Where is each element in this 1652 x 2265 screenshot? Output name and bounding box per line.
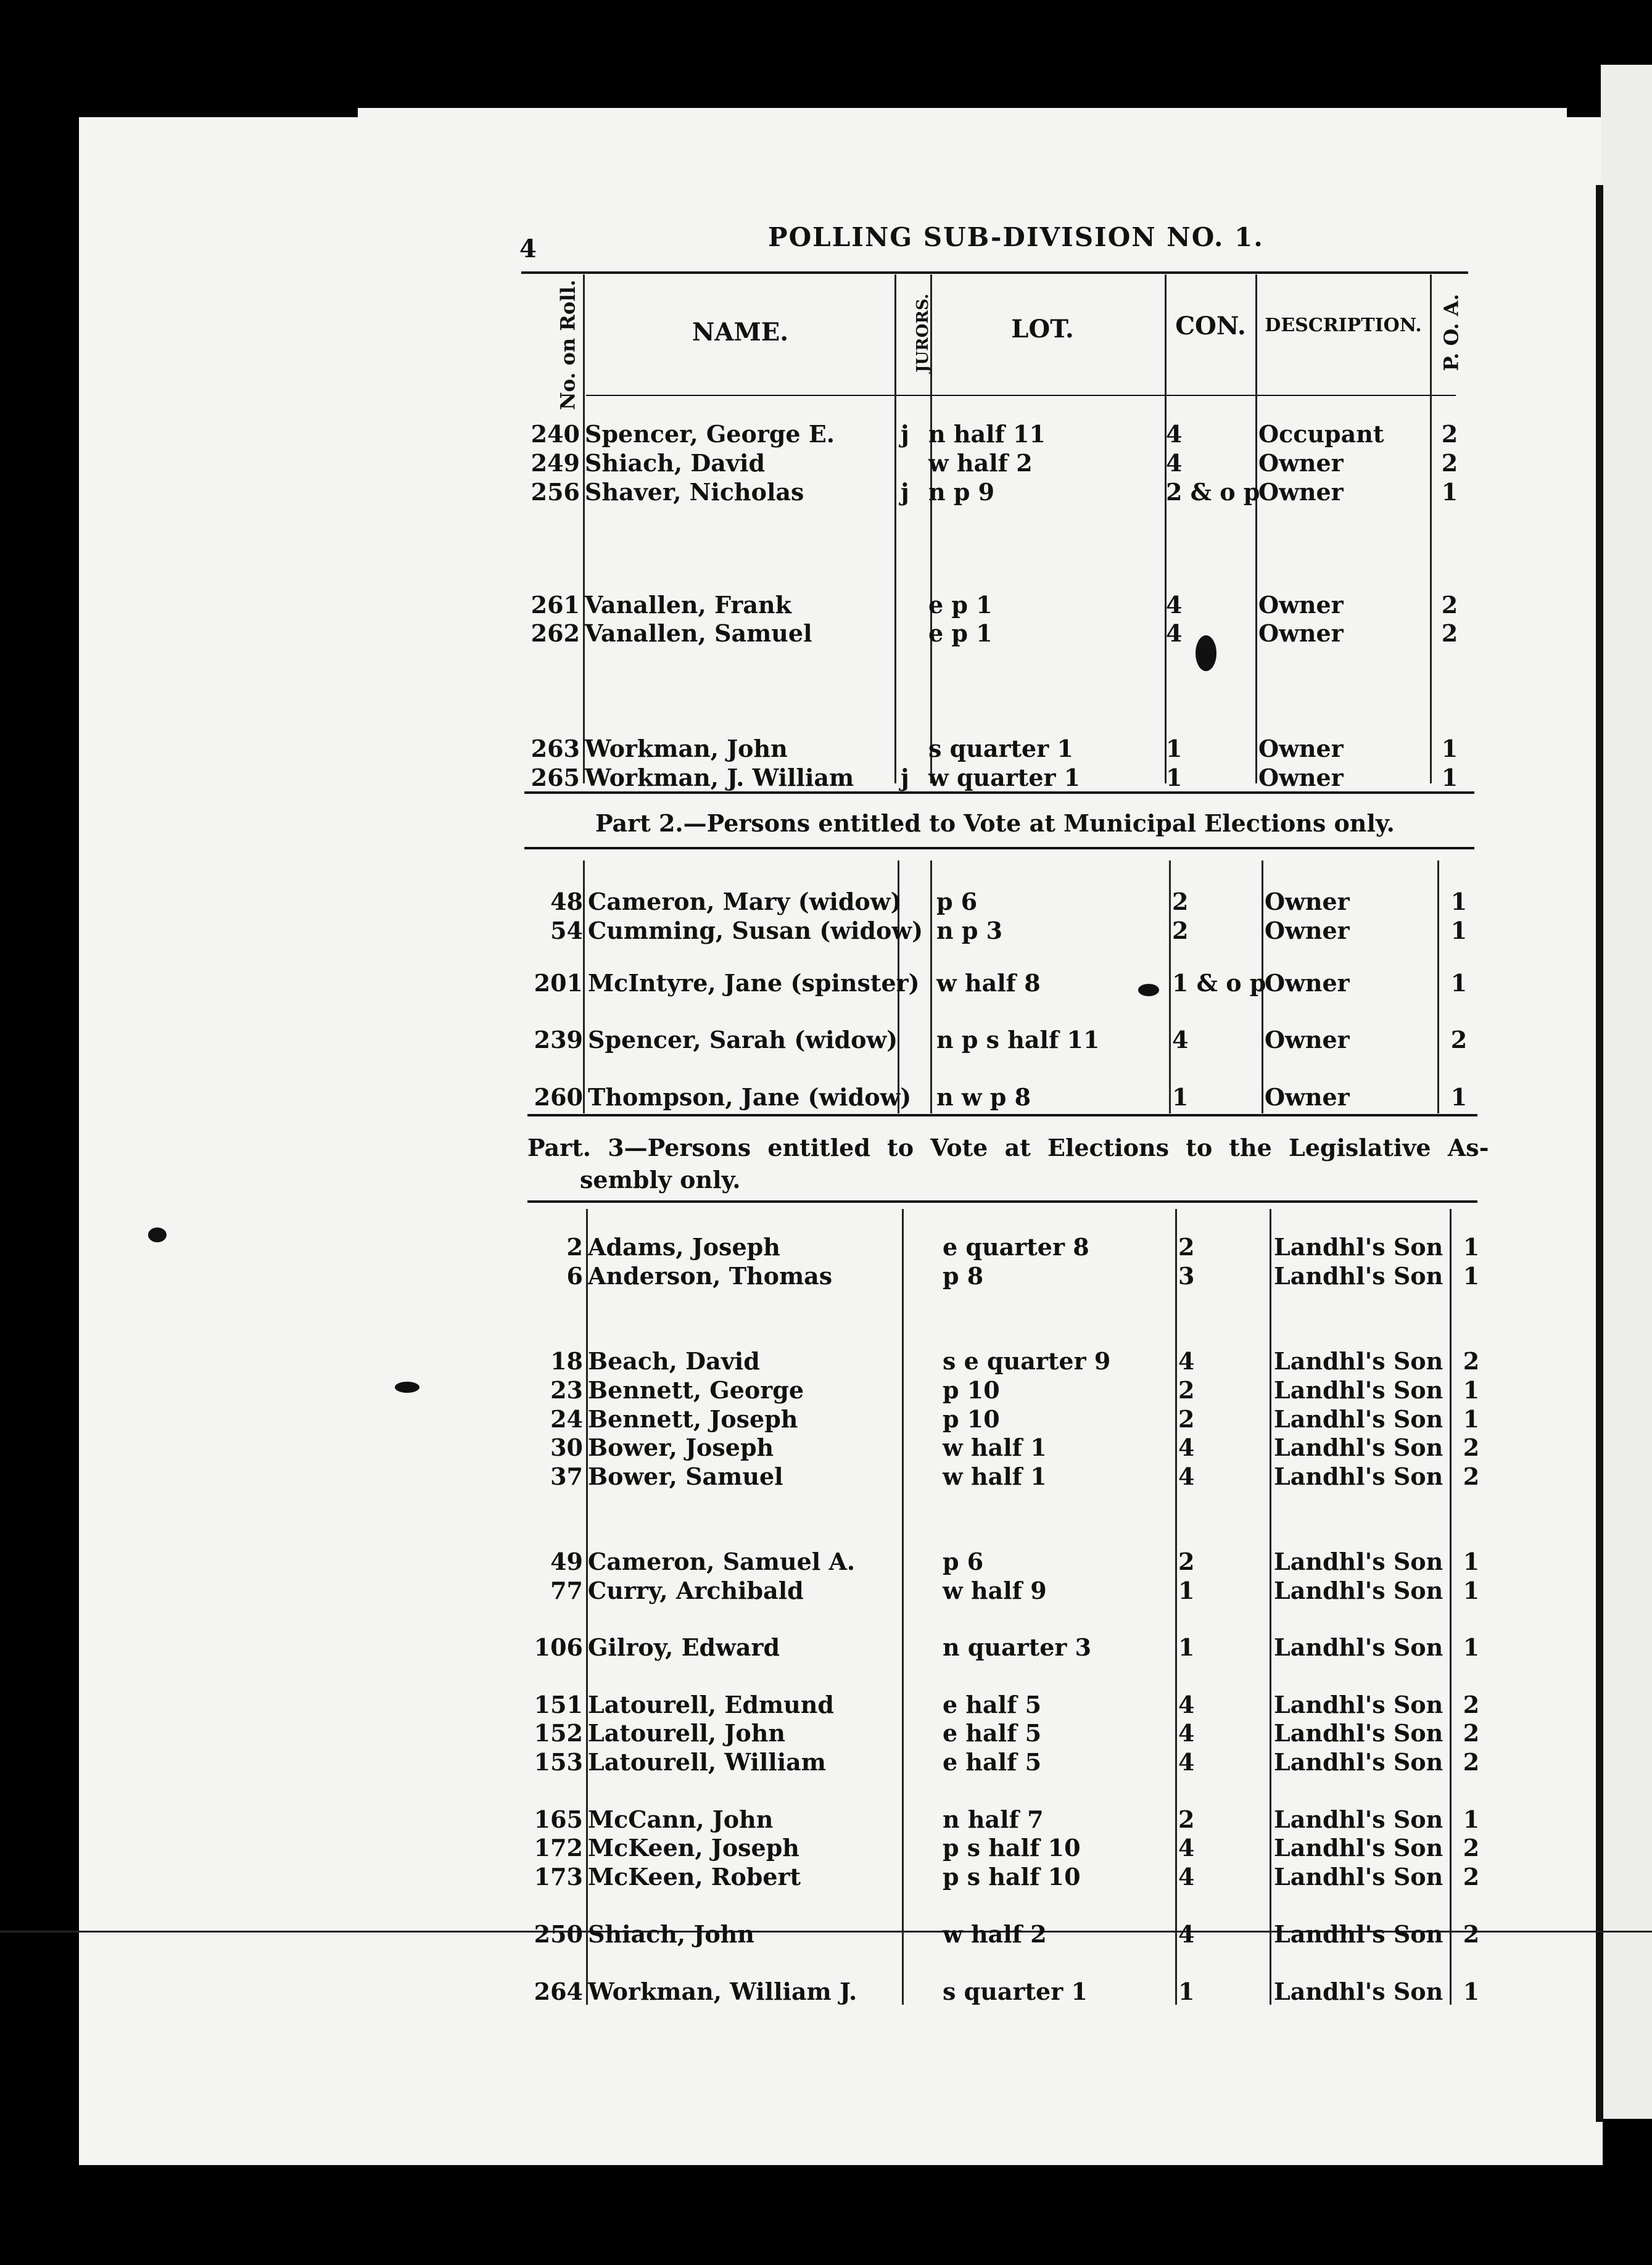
lot-value: n half 7	[943, 1805, 1044, 1833]
concession-value: 4	[1172, 1026, 1189, 1054]
voter-name: McKeen, Robert	[588, 1863, 801, 1891]
roll-number: 263	[531, 735, 580, 762]
roll-number: 37	[550, 1463, 583, 1490]
poa-value: 1	[1463, 1978, 1480, 2005]
poa-value: 1	[1463, 1262, 1480, 1290]
concession-value: 2	[1172, 888, 1189, 915]
roll-number: 261	[531, 591, 580, 619]
description-value: Landhl's Son	[1274, 1463, 1443, 1490]
voter-name: Adams, Joseph	[588, 1233, 780, 1261]
description-value: Landhl's Son	[1274, 1376, 1443, 1404]
column-divider	[583, 274, 585, 783]
poa-value: 2	[1463, 1691, 1480, 1718]
lot-value: e quarter 8	[943, 1233, 1089, 1261]
concession-value: 4	[1178, 1719, 1195, 1747]
lot-value: p 8	[943, 1262, 984, 1290]
concession-value: 3	[1178, 1262, 1195, 1290]
concession-value: 2	[1178, 1405, 1195, 1433]
part3-heading-line1: Part. 3—Persons entitled to Vote at Elections to the Legislative As-	[527, 1134, 1489, 1161]
lot-value: w quarter 1	[928, 764, 1081, 791]
column-header-con: CON.	[1175, 311, 1246, 340]
concession-value: 1	[1178, 1577, 1195, 1604]
header-top-rule	[521, 271, 1468, 274]
concession-value: 2 & o p	[1166, 478, 1260, 506]
voter-name: Workman, John	[585, 735, 788, 762]
header-bottom-rule	[586, 395, 1456, 396]
lot-value: e half 5	[943, 1748, 1042, 1776]
lot-value: p 6	[943, 1548, 984, 1575]
description-value: Owner	[1265, 969, 1350, 997]
voter-name: Shiach, John	[588, 1920, 754, 1948]
ink-blot	[1138, 984, 1159, 996]
lot-value: p s half 10	[943, 1863, 1081, 1891]
poa-value: 2	[1463, 1463, 1480, 1490]
description-value: Owner	[1258, 478, 1344, 506]
voter-name: Bower, Samuel	[588, 1463, 783, 1490]
description-value: Owner	[1265, 1083, 1350, 1111]
description-value: Landhl's Son	[1274, 1347, 1443, 1375]
concession-value: 2	[1178, 1233, 1195, 1261]
roll-number: 106	[534, 1633, 583, 1661]
roll-number: 262	[531, 619, 580, 647]
column-divider	[1169, 860, 1171, 1113]
voter-name: Shaver, Nicholas	[585, 478, 804, 506]
voter-name: Beach, David	[588, 1347, 760, 1375]
column-divider	[1255, 274, 1257, 783]
ink-blot	[1196, 635, 1216, 671]
page-title: POLLING SUB-DIVISION NO. 1.	[768, 222, 1264, 252]
poa-value: 1	[1463, 1577, 1480, 1604]
description-value: Owner	[1258, 591, 1344, 619]
column-divider	[1430, 274, 1432, 783]
roll-number: 77	[550, 1577, 583, 1604]
column-divider	[902, 1209, 904, 2005]
concession-value: 1	[1178, 1633, 1195, 1661]
description-value: Owner	[1258, 619, 1344, 647]
voter-name: Vanallen, Samuel	[585, 619, 812, 647]
concession-value: 4	[1166, 591, 1183, 619]
roll-number: 240	[531, 420, 580, 448]
roll-number: 24	[550, 1405, 583, 1433]
concession-value: 4	[1178, 1834, 1195, 1862]
poa-value: 2	[1463, 1434, 1480, 1461]
column-header-description: DESCRIPTION.	[1265, 315, 1422, 336]
description-value: Landhl's Son	[1274, 1262, 1443, 1290]
description-value: Landhl's Son	[1274, 1548, 1443, 1575]
part3-heading-rule	[527, 1200, 1477, 1203]
description-value: Landhl's Son	[1274, 1863, 1443, 1891]
lot-value: w half 2	[943, 1920, 1047, 1948]
poa-value: 1	[1463, 1233, 1480, 1261]
description-value: Landhl's Son	[1274, 1434, 1443, 1461]
roll-number: 260	[534, 1083, 583, 1111]
description-value: Landhl's Son	[1274, 1748, 1443, 1776]
description-value: Owner	[1265, 1026, 1350, 1054]
column-header-poa: P. O. A.	[1439, 294, 1463, 371]
concession-value: 4	[1178, 1748, 1195, 1776]
ink-blot	[395, 1382, 419, 1393]
poa-value: 1	[1441, 764, 1458, 791]
part2-heading-rule	[524, 847, 1474, 849]
poa-value: 2	[1463, 1863, 1480, 1891]
concession-value: 2	[1178, 1805, 1195, 1833]
concession-value: 4	[1166, 619, 1183, 647]
poa-value: 2	[1463, 1834, 1480, 1862]
juror-mark: j	[901, 764, 909, 791]
lot-value: n p 9	[928, 478, 995, 506]
poa-value: 1	[1463, 1405, 1480, 1433]
poa-value: 2	[1441, 591, 1458, 619]
description-value: Owner	[1265, 888, 1350, 915]
column-divider	[1270, 1209, 1271, 2005]
roll-number: 173	[534, 1863, 583, 1891]
voter-name: Gilroy, Edward	[588, 1633, 780, 1661]
lot-value: e half 5	[943, 1691, 1042, 1718]
lot-value: p s half 10	[943, 1834, 1081, 1862]
concession-value: 4	[1178, 1691, 1195, 1718]
poa-value: 1	[1450, 969, 1468, 997]
concession-value: 4	[1178, 1347, 1195, 1375]
poa-value: 2	[1463, 1748, 1480, 1776]
lot-value: w half 9	[943, 1577, 1047, 1604]
paper-top-edge	[358, 108, 1567, 145]
voter-name: Workman, J. William	[585, 764, 854, 791]
concession-value: 4	[1166, 420, 1183, 448]
voter-name: Anderson, Thomas	[588, 1262, 833, 1290]
lot-value: w half 1	[943, 1463, 1047, 1490]
lot-value: w half 8	[936, 969, 1041, 997]
ink-blot	[148, 1227, 167, 1242]
concession-value: 4	[1178, 1863, 1195, 1891]
lot-value: p 10	[943, 1405, 1000, 1433]
roll-number: 249	[531, 449, 580, 477]
concession-value: 2	[1178, 1548, 1195, 1575]
concession-value: 4	[1166, 449, 1183, 477]
roll-number: 151	[534, 1691, 583, 1718]
description-value: Landhl's Son	[1274, 1633, 1443, 1661]
poa-value: 1	[1463, 1805, 1480, 1833]
column-divider	[1437, 860, 1439, 1113]
concession-value: 4	[1178, 1434, 1195, 1461]
column-header-name: NAME.	[692, 318, 789, 347]
voter-name: McKeen, Joseph	[588, 1834, 799, 1862]
voter-name: Bennett, Joseph	[588, 1405, 798, 1433]
poa-value: 1	[1450, 888, 1468, 915]
concession-value: 2	[1178, 1376, 1195, 1404]
voter-name: Shiach, David	[585, 449, 766, 477]
description-value: Landhl's Son	[1274, 1805, 1443, 1833]
concession-value: 4	[1178, 1463, 1195, 1490]
voter-name: Bennett, George	[588, 1376, 804, 1404]
page-number: 4	[519, 234, 537, 263]
roll-number: 239	[534, 1026, 583, 1054]
column-divider	[894, 274, 896, 783]
poa-value: 1	[1463, 1548, 1480, 1575]
voter-name: Cameron, Mary (widow)	[588, 888, 902, 915]
voter-name: Latourell, John	[588, 1719, 785, 1747]
column-header-jurors: JURORS.	[913, 294, 932, 373]
column-header-no-on-roll: No. on Roll.	[556, 279, 580, 410]
column-divider	[1165, 274, 1167, 783]
poa-value: 1	[1441, 735, 1458, 762]
page-gutter-shadow	[1596, 185, 1603, 2122]
roll-number: 165	[534, 1805, 583, 1833]
voter-name: Spencer, Sarah (widow)	[588, 1026, 898, 1054]
poa-value: 2	[1463, 1347, 1480, 1375]
lot-value: n p 3	[936, 917, 1003, 944]
lot-value: n quarter 3	[943, 1633, 1092, 1661]
poa-value: 1	[1463, 1633, 1480, 1661]
roll-number: 256	[531, 478, 580, 506]
lot-value: n w p 8	[936, 1083, 1031, 1111]
lot-value: n p s half 11	[936, 1026, 1100, 1054]
voter-name: Latourell, William	[588, 1748, 826, 1776]
lot-value: e half 5	[943, 1719, 1042, 1747]
voter-name: Workman, William J.	[588, 1978, 857, 2005]
concession-value: 1	[1178, 1978, 1195, 2005]
poa-value: 1	[1441, 478, 1458, 506]
roll-number: 2	[566, 1233, 583, 1261]
poa-value: 1	[1450, 1083, 1468, 1111]
lot-value: w half 2	[928, 449, 1033, 477]
description-value: Landhl's Son	[1274, 1719, 1443, 1747]
juror-mark: j	[901, 478, 909, 506]
roll-number: 49	[550, 1548, 583, 1575]
roll-number: 54	[550, 917, 583, 944]
lot-value: p 6	[936, 888, 978, 915]
poa-value: 1	[1450, 917, 1468, 944]
poa-value: 2	[1441, 449, 1458, 477]
column-divider	[1450, 1209, 1452, 2005]
concession-value: 1	[1166, 735, 1183, 762]
voter-name: McIntyre, Jane (spinster)	[588, 969, 920, 997]
description-value: Landhl's Son	[1274, 1405, 1443, 1433]
voter-name: Cameron, Samuel A.	[588, 1548, 856, 1575]
adjacent-page-edge	[1601, 65, 1652, 2119]
voter-name: Spencer, George E.	[585, 420, 835, 448]
roll-number: 23	[550, 1376, 583, 1404]
concession-value: 1	[1166, 764, 1183, 791]
juror-mark: j	[901, 420, 909, 448]
description-value: Owner	[1258, 735, 1344, 762]
voter-name: Bower, Joseph	[588, 1434, 774, 1461]
concession-value: 4	[1178, 1920, 1195, 1948]
poa-value: 2	[1450, 1026, 1468, 1054]
poa-value: 1	[1463, 1376, 1480, 1404]
description-value: Occupant	[1258, 420, 1384, 448]
lot-value: w half 1	[943, 1434, 1047, 1461]
column-divider	[583, 860, 585, 1113]
lot-value: s quarter 1	[928, 735, 1073, 762]
roll-number: 153	[534, 1748, 583, 1776]
concession-value: 2	[1172, 917, 1189, 944]
voter-name: Latourell, Edmund	[588, 1691, 834, 1718]
voter-name: McCann, John	[588, 1805, 774, 1833]
roll-number: 6	[566, 1262, 583, 1290]
voter-name: Cumming, Susan (widow)	[588, 917, 923, 944]
description-value: Landhl's Son	[1274, 1834, 1443, 1862]
part3-top-rule	[527, 1114, 1477, 1116]
roll-number: 250	[534, 1920, 583, 1948]
description-value: Owner	[1258, 764, 1344, 791]
description-value: Landhl's Son	[1274, 1691, 1443, 1718]
column-divider	[1175, 1209, 1177, 2005]
concession-value: 1	[1172, 1083, 1189, 1111]
description-value: Owner	[1265, 917, 1350, 944]
lot-value: e p 1	[928, 619, 993, 647]
description-value: Landhl's Son	[1274, 1920, 1443, 1948]
lot-value: e p 1	[928, 591, 993, 619]
voter-name: Thompson, Jane (widow)	[588, 1083, 912, 1111]
roll-number: 201	[534, 969, 583, 997]
lot-value: s quarter 1	[943, 1978, 1088, 2005]
roll-number: 265	[531, 764, 580, 791]
poa-value: 2	[1463, 1920, 1480, 1948]
roll-number: 48	[550, 888, 583, 915]
roll-number: 172	[534, 1834, 583, 1862]
voter-name: Curry, Archibald	[588, 1577, 804, 1604]
lot-value: p 10	[943, 1376, 1000, 1404]
roll-number: 152	[534, 1719, 583, 1747]
part2-top-rule	[524, 791, 1474, 794]
poa-value: 2	[1441, 420, 1458, 448]
roll-number: 18	[550, 1347, 583, 1375]
lot-value: s e quarter 9	[943, 1347, 1111, 1375]
lot-value: n half 11	[928, 420, 1046, 448]
concession-value: 1 & o p	[1172, 969, 1266, 997]
poa-value: 2	[1441, 619, 1458, 647]
column-divider	[930, 860, 932, 1113]
poa-value: 2	[1463, 1719, 1480, 1747]
roll-number: 30	[550, 1434, 583, 1461]
description-value: Owner	[1258, 449, 1344, 477]
description-value: Landhl's Son	[1274, 1577, 1443, 1604]
description-value: Landhl's Son	[1274, 1233, 1443, 1261]
part2-heading: Part 2.—Persons entitled to Vote at Municipal Elections only.	[595, 809, 1395, 837]
roll-number: 264	[534, 1978, 583, 2005]
description-value: Landhl's Son	[1274, 1978, 1443, 2005]
column-header-lot: LOT.	[1011, 315, 1074, 344]
voter-name: Vanallen, Frank	[585, 591, 791, 619]
part3-heading-line2: sembly only.	[580, 1166, 741, 1194]
